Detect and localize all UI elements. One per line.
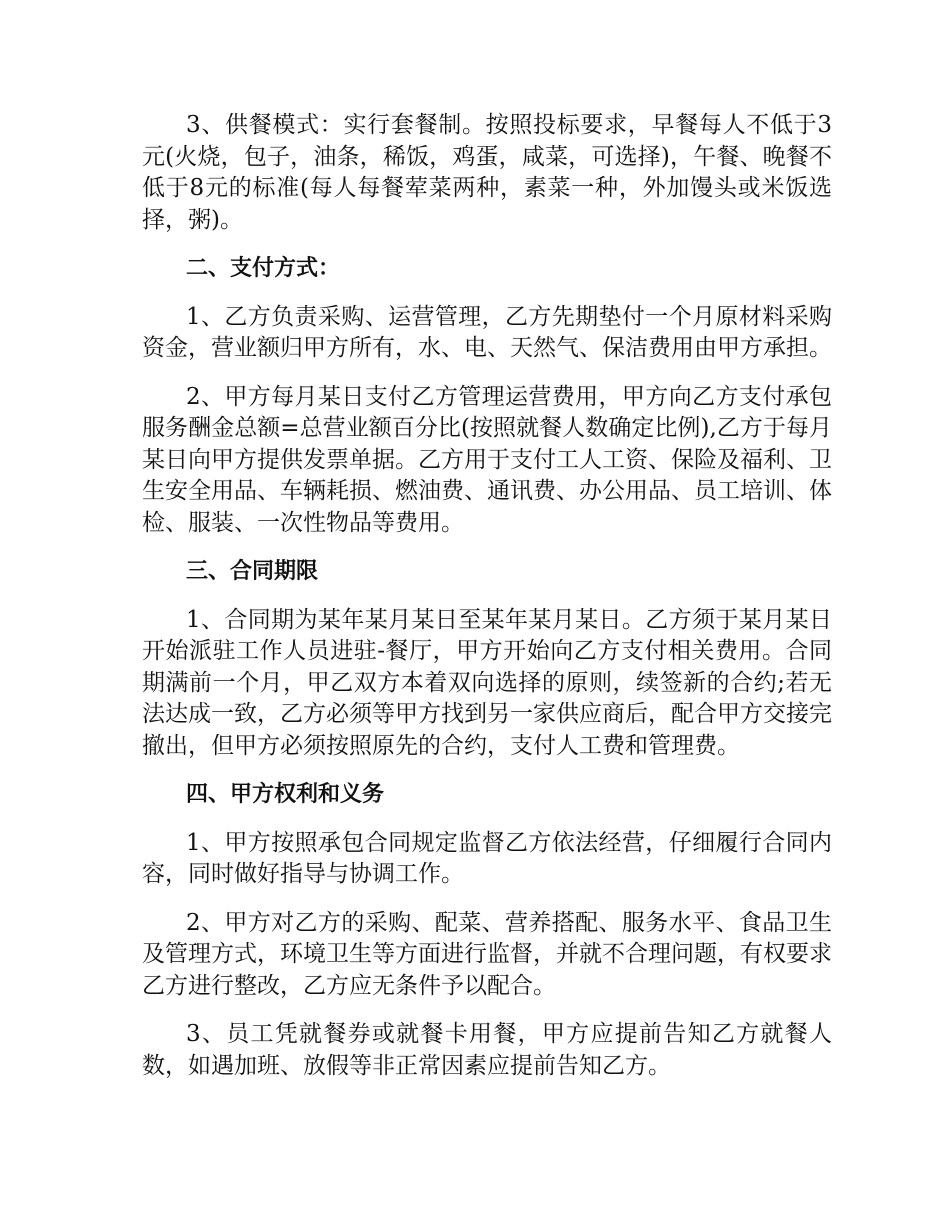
- section-heading-payment: 二、支付方式：: [186, 256, 341, 281]
- paragraph-meal-mode: 3、供餐模式：实行套餐制。按照投标要求，早餐每人不低于3元(火烧，包子，油条，稀饭，鸡蛋，咸菜，可选择)，午餐、晚餐不低于8元的标准(每人每餐荤菜两种，素菜一种，外加馒头或米饭选择，粥)。: [142, 112, 832, 233]
- paragraph-party-a-1: 1、甲方按照承包合同规定监督乙方依法经营，仔细履行合同内容，同时做好指导与协调工作。: [142, 829, 832, 887]
- paragraph-payment-1: 1、乙方负责采购、运营管理，乙方先期垫付一个月原材料采购资金，营业额归甲方所有，水、电、天然气、保洁费用由甲方承担。: [142, 303, 832, 361]
- paragraph-payment-2: 2、甲方每月某日支付乙方管理运营费用，甲方向乙方支付承包服务酬金总额=总营业额百分比(按照就餐人数确定比例),乙方于每月某日向甲方提供发票单据。乙方用于支付工人工资、保险及福利、卫生安全用品、车辆耗损、燃油费、通讯费、办公用品、员工培训、体检、服装、一次性物品等费用。: [142, 383, 832, 536]
- section-heading-term: 三、合同期限: [186, 559, 319, 584]
- document-page: [142, 110, 832, 1099]
- paragraph-party-a-3: 3、员工凭就餐券或就餐卡用餐，甲方应提前告知乙方就餐人数，如遇加班、放假等非正常因素应提前告知乙方。: [142, 1021, 832, 1079]
- paragraph-term-1: 1、合同期为某年某月某日至某年某月某日。乙方须于某月某日开始派驻工作人员进驻-餐厅，甲方开始向乙方支付相关费用。合同期满前一个月，甲乙双方本着双向选择的原则，续签新的合约;若无法达成一致，乙方必须等甲方找到另一家供应商后，配合甲方交接完撤出，但甲方必须按照原先的合约，支付人工费和管理费。: [142, 606, 832, 759]
- section-heading-party-a: 四、甲方权利和义务: [186, 782, 385, 807]
- paragraph-party-a-2: 2、甲方对乙方的采购、配菜、营养搭配、服务水平、食品卫生及管理方式，环境卫生等方面进行监督，并就不合理问题，有权要求乙方进行整改，乙方应无条件予以配合。: [142, 909, 832, 999]
